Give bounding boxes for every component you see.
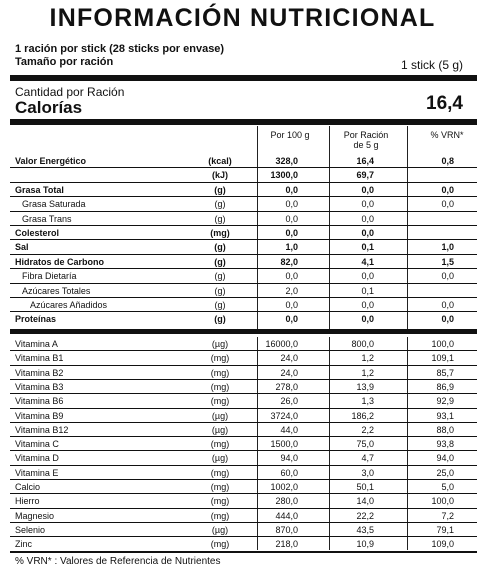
serving-size-label: Tamaño por ración	[15, 56, 114, 68]
vitamin-label: Vitamina D	[15, 453, 59, 464]
vitamin-per100: 1500,0	[270, 439, 298, 450]
vitamin-per-serving: 800,0	[351, 339, 374, 349]
vitamin-row	[0, 523, 485, 537]
vitamin-label: Vitamina A	[15, 339, 58, 349]
nutrient-row	[0, 154, 485, 168]
nutrient-vrn: 1,5	[441, 256, 454, 267]
nutrient-row	[0, 269, 485, 283]
vitamin-label: Calcio	[15, 482, 41, 492]
vitamin-per100: 16000,0	[265, 339, 298, 349]
nutrient-per-serving: 0,0	[361, 199, 374, 210]
vitamin-per-serving: 14,0	[356, 496, 374, 507]
vitamin-row	[0, 466, 485, 480]
nutrient-per100: 0,0	[285, 314, 298, 325]
nutrient-label: Proteínas	[15, 314, 57, 325]
vitamin-vrn: 85,7	[436, 367, 454, 378]
nutrient-per100: 0,0	[285, 271, 298, 282]
vitamin-per-serving: 10,9	[356, 539, 374, 550]
nutrient-unit: (g)	[214, 285, 226, 296]
nutrient-label: Colesterol	[15, 228, 60, 238]
nutrient-per100: 0,0	[285, 199, 298, 210]
nutrient-per100: 1,0	[285, 242, 298, 253]
nutrient-per100: 0,0	[285, 228, 298, 238]
column-header-vrn: % VRN*	[430, 130, 464, 140]
nutrient-row	[0, 240, 485, 254]
nutrient-unit: (mg)	[210, 228, 230, 238]
vitamin-label: Magnesio	[15, 510, 55, 521]
vitamin-per100: 1002,0	[270, 482, 298, 492]
vitamin-unit: (mg)	[210, 396, 230, 407]
vitamin-vrn: 109,0	[431, 539, 454, 550]
nutrient-per100: 1300,0	[270, 170, 298, 181]
nutrient-label: Valor Energético	[15, 156, 87, 166]
nutrient-per100: 0,0	[285, 213, 298, 224]
nutrient-per100: 82,0	[280, 256, 298, 267]
nutrient-per-serving: 16,4	[356, 156, 374, 166]
nutrient-per-serving: 0,0	[361, 300, 374, 310]
vitamin-label: Vitamina B12	[15, 424, 69, 435]
vitamin-unit: (mg)	[210, 510, 230, 521]
vitamin-label: Vitamina E	[15, 467, 59, 478]
divider-thick	[10, 119, 477, 125]
vitamin-per100: 94,0	[280, 453, 298, 464]
vitamin-vrn: 100,0	[431, 339, 454, 349]
nutrient-per-serving: 0,1	[361, 242, 374, 253]
vitamin-vrn: 93,8	[436, 439, 454, 450]
nutrient-per-serving: 4,1	[361, 256, 374, 267]
vitamin-row	[0, 409, 485, 423]
nutrient-per-serving: 0,0	[361, 271, 374, 282]
vitamin-unit: (mg)	[210, 367, 230, 378]
vitamin-vrn: 25,0	[436, 467, 454, 478]
vitamin-row	[0, 423, 485, 437]
nutrient-vrn: 0,0	[441, 271, 454, 282]
vitamin-row	[0, 480, 485, 494]
nutrient-row	[0, 183, 485, 197]
vitamin-row	[0, 380, 485, 394]
divider-thick	[10, 75, 477, 81]
calories-value: 16,4	[426, 93, 463, 114]
nutrient-vrn: 0,0	[441, 314, 454, 325]
vitamin-per-serving: 1,2	[361, 353, 374, 364]
vitamin-unit: (mg)	[210, 381, 230, 392]
vitamin-per100: 3724,0	[270, 410, 298, 421]
nutrient-unit: (kJ)	[211, 170, 228, 181]
vitamin-vrn: 88,0	[436, 424, 454, 435]
vitamin-row	[0, 509, 485, 523]
nutrient-unit: (g)	[214, 271, 226, 282]
footer-note: % VRN* : Valores de Referencia de Nutrientes	[15, 556, 221, 567]
vitamin-unit: (mg)	[210, 353, 230, 364]
nutrient-per-serving: 0,0	[361, 213, 374, 224]
nutrient-label: Grasa Saturada	[22, 199, 86, 210]
vitamin-per100: 444,0	[275, 510, 298, 521]
nutrient-unit: (g)	[214, 242, 226, 253]
vitamin-per100: 60,0	[280, 467, 298, 478]
nutrient-label: Fibra Dietaría	[22, 271, 77, 282]
vitamin-unit: (µg)	[211, 524, 229, 535]
vitamin-unit: (µg)	[211, 410, 229, 421]
serving-size-value: 1 stick (5 g)	[400, 58, 463, 72]
nutrient-row	[0, 284, 485, 298]
vitamin-unit: (µg)	[211, 339, 229, 349]
vitamin-label: Vitamina B6	[15, 396, 64, 407]
nutrient-row	[0, 226, 485, 240]
vitamin-vrn: 79,1	[436, 524, 454, 535]
vitamin-vrn: 5,0	[441, 482, 454, 492]
vitamin-row	[0, 537, 485, 551]
vitamin-per-serving: 186,2	[351, 410, 374, 421]
nutrient-label: Sal	[15, 242, 29, 253]
nutrient-label: Azúcares Totales	[22, 285, 91, 296]
vitamin-per100: 218,0	[275, 539, 298, 550]
vitamin-per100: 44,0	[280, 424, 298, 435]
vitamin-row	[0, 437, 485, 451]
vitamin-per-serving: 2,2	[361, 424, 374, 435]
nutrient-per-serving: 0,0	[361, 184, 374, 195]
vitamin-per-serving: 13,9	[356, 381, 374, 392]
nutrient-per100: 0,0	[285, 300, 298, 310]
vitamin-label: Selenio	[15, 524, 46, 535]
nutrient-per100: 328,0	[275, 156, 298, 166]
nutrient-label: Grasa Trans	[22, 213, 72, 224]
vitamin-per100: 24,0	[280, 353, 298, 364]
vitamin-label: Vitamina B9	[15, 410, 64, 421]
nutrient-vrn: 0,0	[441, 184, 454, 195]
nutrient-unit: (g)	[214, 213, 226, 224]
calories-label: Calorías	[15, 98, 83, 117]
nutrient-vrn: 0,0	[441, 300, 454, 310]
vitamin-row	[0, 451, 485, 465]
vitamin-unit: (µg)	[211, 453, 229, 464]
vitamin-row	[0, 366, 485, 380]
vitamin-vrn: 109,1	[431, 353, 454, 364]
vitamin-unit: (mg)	[210, 496, 230, 507]
divider-thick	[10, 329, 477, 334]
nutrient-row	[0, 197, 485, 211]
nutrient-unit: (g)	[214, 184, 226, 195]
vitamin-row	[0, 337, 485, 351]
column-header-per-serving-l2: de 5 g	[353, 140, 379, 150]
nutrient-unit: (g)	[214, 199, 226, 210]
nutrient-row	[0, 168, 485, 182]
vitamin-label: Hierro	[15, 496, 40, 507]
vitamin-unit: (mg)	[210, 482, 230, 492]
vitamin-vrn: 86,9	[436, 381, 454, 392]
vitamin-row	[0, 494, 485, 508]
vitamin-per-serving: 4,7	[361, 453, 374, 464]
nutrient-unit: (g)	[214, 314, 226, 325]
vitamin-per-serving: 3,0	[361, 467, 374, 478]
column-header-per-serving-l1: Por Ración	[343, 130, 389, 140]
vitamin-per-serving: 22,2	[356, 510, 374, 521]
column-header-per-serving	[336, 130, 396, 150]
nutrient-row	[0, 212, 485, 226]
vitamin-per100: 870,0	[275, 524, 298, 535]
nutrient-row	[0, 312, 485, 326]
nutrient-label: Grasa Total	[15, 184, 64, 195]
column-header-per100: Por 100 g	[270, 130, 310, 140]
divider-thick	[10, 551, 477, 553]
servings-per-container: 1 ración por stick (28 sticks por envase)	[15, 43, 225, 55]
vitamin-vrn: 94,0	[436, 453, 454, 464]
nutrient-vrn: 1,0	[441, 242, 454, 253]
vitamin-per100: 280,0	[275, 496, 298, 507]
nutrient-per-serving: 0,0	[361, 228, 374, 238]
vitamin-per-serving: 1,2	[361, 367, 374, 378]
nutrient-per100: 2,0	[285, 285, 298, 296]
vitamin-per100: 278,0	[275, 381, 298, 392]
vitamin-label: Vitamina C	[15, 439, 59, 450]
nutrient-per100: 0,0	[285, 184, 298, 195]
vitamin-unit: (mg)	[210, 439, 230, 450]
vitamin-unit: (mg)	[210, 467, 230, 478]
nutrient-unit: (g)	[214, 256, 226, 267]
vitamin-label: Zinc	[15, 539, 33, 550]
nutrient-row	[0, 255, 485, 269]
vitamin-vrn: 93,1	[436, 410, 454, 421]
vitamin-unit: (mg)	[210, 539, 230, 550]
nutrient-label: Azúcares Añadidos	[30, 300, 108, 310]
calories-amount-label: Cantidad por Ración	[15, 85, 125, 99]
vitamin-per-serving: 75,0	[356, 439, 374, 450]
nutrient-unit: (g)	[214, 300, 226, 310]
vitamin-vrn: 7,2	[441, 510, 454, 521]
nutrient-vrn: 0,8	[441, 156, 454, 166]
vitamin-vrn: 100,0	[431, 496, 454, 507]
vitamin-label: Vitamina B3	[15, 381, 64, 392]
vitamin-label: Vitamina B2	[15, 367, 64, 378]
nutrient-per-serving: 69,7	[356, 170, 374, 181]
nutrient-per-serving: 0,1	[361, 285, 374, 296]
vitamin-per-serving: 43,5	[356, 524, 374, 535]
vitamin-row	[0, 394, 485, 408]
vitamin-vrn: 92,9	[436, 396, 454, 407]
nutrient-row	[0, 298, 485, 312]
vitamin-per-serving: 1,3	[361, 396, 374, 407]
page-title: INFORMACIÓN NUTRICIONAL	[49, 4, 436, 32]
nutrient-label: Hidratos de Carbono	[15, 256, 105, 267]
vitamin-unit: (µg)	[211, 424, 229, 435]
vitamin-per100: 24,0	[280, 367, 298, 378]
vitamin-per100: 26,0	[280, 396, 298, 407]
nutrient-vrn: 0,0	[441, 199, 454, 210]
vitamin-label: Vitamina B1	[15, 353, 64, 364]
vitamin-per-serving: 50,1	[356, 482, 374, 492]
nutrient-unit: (kcal)	[208, 156, 232, 166]
nutrient-per-serving: 0,0	[361, 314, 374, 325]
vitamin-row	[0, 351, 485, 365]
